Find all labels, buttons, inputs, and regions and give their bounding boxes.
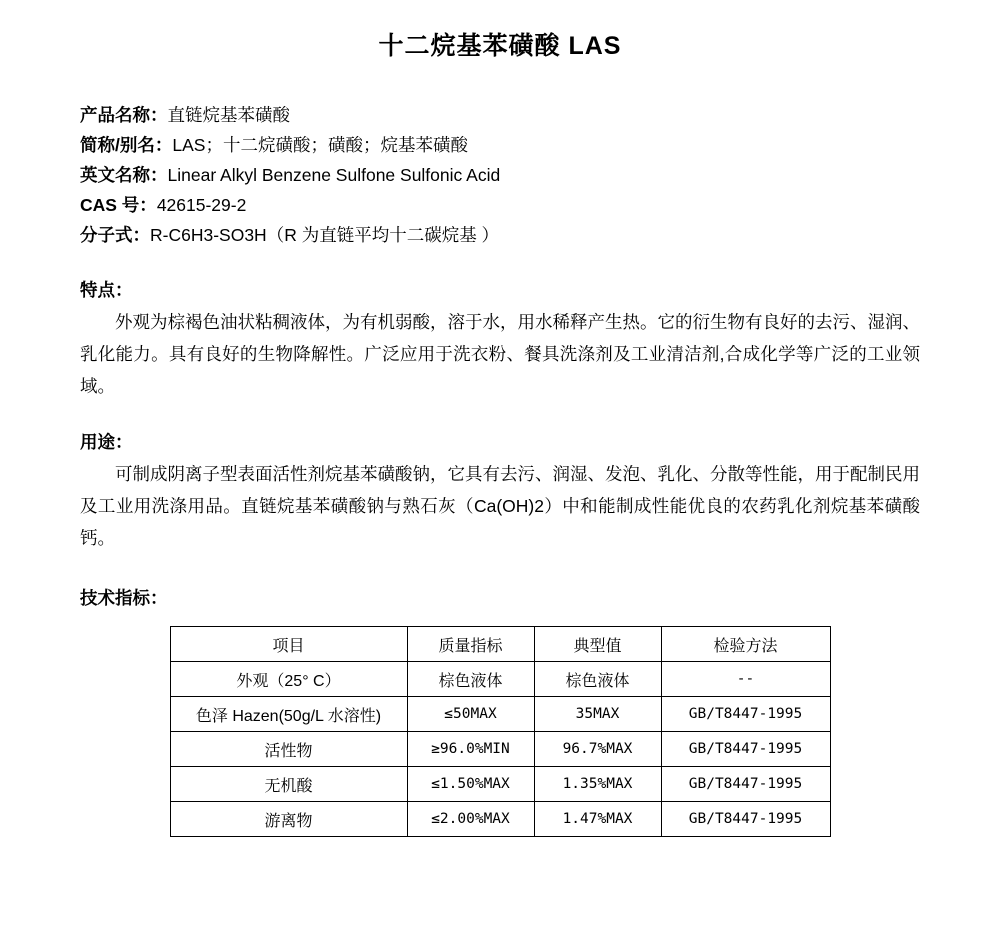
cell-typical-value: 1.47%MAX <box>534 802 661 837</box>
cell-test-method: GB/T8447-1995 <box>661 732 830 767</box>
page-title: 十二烷基苯磺酸 LAS <box>378 32 622 60</box>
section-technical-indicators <box>80 584 920 837</box>
cell-item: 游离物 <box>170 802 407 837</box>
section-uses <box>80 428 920 554</box>
cell-test-method: GB/T8447-1995 <box>661 767 830 802</box>
info-row-formula <box>80 220 920 250</box>
info-row-alias <box>80 130 920 160</box>
info-row-english-name <box>80 160 920 190</box>
table-row <box>170 662 830 697</box>
section-features <box>80 276 920 402</box>
cell-item: 色泽 Hazen(50g/L 水溶性) <box>170 697 407 732</box>
section-heading-technical-indicators: 技术指标： <box>80 588 168 608</box>
cell-typical-value: 35MAX <box>534 697 661 732</box>
section-heading-features: 特点： <box>80 280 133 300</box>
info-label-english-name: 英文名称： <box>80 165 168 185</box>
cell-quality-index: ≥96.0%MIN <box>407 732 534 767</box>
info-value-alias: LAS；十二烷磺酸；磺酸；烷基苯磺酸 <box>172 135 468 155</box>
table-header-item: 项目 <box>170 627 407 662</box>
cell-test-method: GB/T8447-1995 <box>661 697 830 732</box>
info-label-product-name: 产品名称： <box>80 105 168 125</box>
table-row <box>170 767 830 802</box>
cell-item: 外观（25° C） <box>170 662 407 697</box>
product-info-block <box>80 100 920 250</box>
section-body-features: 外观为棕褐色油状粘稠液体，为有机弱酸，溶于水，用水稀释产生热。它的衍生物有良好的去污、湿润、乳化能力。具有良好的生物降解性。广泛应用于洗衣粉、餐具洗涤剂及工业清洁剂,合成化学等广泛的工业领域。 <box>80 312 920 396</box>
table-header-typical-value: 典型值 <box>534 627 661 662</box>
table-header-row <box>170 627 830 662</box>
info-label-formula: 分子式： <box>80 225 150 245</box>
info-value-cas-number: 42615-29-2 <box>156 195 247 215</box>
info-value-english-name: Linear Alkyl Benzene Sulfone Sulfonic Acid <box>167 165 501 185</box>
spec-table-wrapper <box>80 626 920 837</box>
cell-test-method: -- <box>661 662 830 697</box>
table-header-quality-index: 质量指标 <box>407 627 534 662</box>
cell-quality-index: ≤2.00%MAX <box>407 802 534 837</box>
cell-typical-value: 1.35%MAX <box>534 767 661 802</box>
info-label-cas-number: CAS 号： <box>80 195 157 215</box>
cell-quality-index: ≤50MAX <box>407 697 534 732</box>
table-row <box>170 697 830 732</box>
cell-item: 活性物 <box>170 732 407 767</box>
cell-quality-index: 棕色液体 <box>407 662 534 697</box>
section-heading-uses: 用途： <box>80 432 133 452</box>
spec-table <box>170 626 831 837</box>
cell-item: 无机酸 <box>170 767 407 802</box>
info-row-product-name <box>80 100 920 130</box>
table-row <box>170 802 830 837</box>
info-value-formula: R-C6H3-SO3H（R 为直链平均十二碳烷基 ） <box>150 225 500 245</box>
document-page <box>0 26 1000 940</box>
cell-test-method: GB/T8447-1995 <box>661 802 830 837</box>
info-value-product-name: 直链烷基苯磺酸 <box>167 105 290 125</box>
info-row-cas-number <box>80 190 920 220</box>
cell-quality-index: ≤1.50%MAX <box>407 767 534 802</box>
cell-typical-value: 96.7%MAX <box>534 732 661 767</box>
table-header-test-method: 检验方法 <box>661 627 830 662</box>
table-row <box>170 732 830 767</box>
cell-typical-value: 棕色液体 <box>534 662 661 697</box>
info-label-alias: 简称/别名： <box>80 135 173 155</box>
section-body-uses: 可制成阴离子型表面活性剂烷基苯磺酸钠，它具有去污、润湿、发泡、乳化、分散等性能，用于配制民用及工业用洗涤用品。直链烷基苯磺酸钠与熟石灰（Ca(OH)2）中和能制成性能优良的农药乳化剂烷基苯磺酸钙。 <box>80 464 920 548</box>
